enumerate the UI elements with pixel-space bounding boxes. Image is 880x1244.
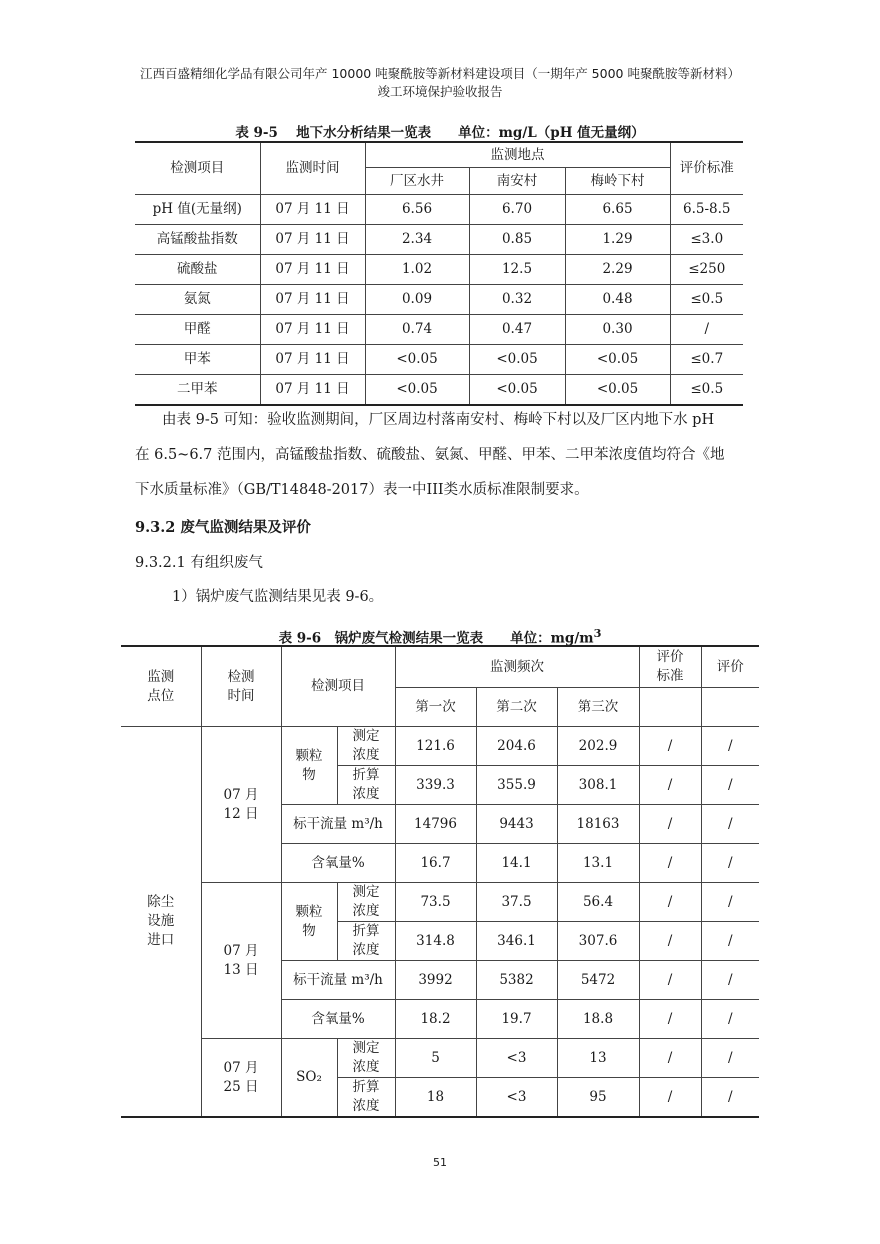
cell-evaluation: /	[701, 883, 759, 922]
cell-particulate	[281, 883, 337, 961]
cell-item: pH 值(无量纲)	[135, 195, 260, 225]
cell-value: 5472	[557, 961, 639, 1000]
cell-sublabel-text: 折算浓度	[352, 1079, 380, 1114]
cell-sublabel	[337, 727, 395, 766]
cell-value: 18.8	[557, 1000, 639, 1039]
cell-value: 14796	[395, 805, 476, 844]
cell-standard: /	[639, 1000, 701, 1039]
cell-value: <0.05	[365, 375, 469, 406]
cell-value: <0.05	[565, 375, 670, 406]
table-row	[121, 883, 759, 922]
cell-evaluation: /	[701, 1078, 759, 1118]
header-run: 第三次	[557, 688, 639, 727]
table-row	[121, 727, 759, 766]
cell-value: 73.5	[395, 883, 476, 922]
cell-standard: /	[670, 315, 743, 345]
header-frequency: 监测频次	[395, 646, 639, 688]
cell-value: 5382	[476, 961, 557, 1000]
header-item: 检测项目	[135, 142, 260, 195]
cell-flow-label: 标干流量 m³/h	[281, 805, 395, 844]
header-site: 南安村	[469, 168, 565, 195]
cell-sublabel-text: 测定浓度	[352, 728, 380, 763]
cell-evaluation: /	[701, 961, 759, 1000]
cell-particulate-text: 颗粒物	[295, 747, 323, 783]
cell-value: 339.3	[395, 766, 476, 805]
cell-item: 高锰酸盐指数	[135, 225, 260, 255]
header-sites: 监测地点	[365, 142, 670, 168]
header-point-text: 监测点位	[147, 668, 175, 704]
cell-value: 19.7	[476, 1000, 557, 1039]
cell-evaluation: /	[701, 1000, 759, 1039]
header-evaluation: 评价	[701, 646, 759, 688]
cell-value: 3992	[395, 961, 476, 1000]
header-time	[201, 646, 281, 727]
header-standard	[639, 646, 701, 688]
table-row	[135, 315, 743, 345]
cell-item: 氨氮	[135, 285, 260, 315]
cell-evaluation: /	[701, 805, 759, 844]
cell-standard: /	[639, 1039, 701, 1078]
cell-flow-label: 标干流量 m³/h	[281, 961, 395, 1000]
cell-item: 甲醛	[135, 315, 260, 345]
table6-caption-superscript: 3	[593, 626, 602, 640]
cell-value: 56.4	[557, 883, 639, 922]
cell-sublabel	[337, 766, 395, 805]
cell-value: 0.85	[469, 225, 565, 255]
table-row	[135, 345, 743, 375]
cell-value: <3	[476, 1078, 557, 1118]
table-row	[135, 195, 743, 225]
cell-value: 95	[557, 1078, 639, 1118]
cell-standard: ≤3.0	[670, 225, 743, 255]
cell-value: 2.34	[365, 225, 469, 255]
cell-value: 1.02	[365, 255, 469, 285]
cell-value: 0.47	[469, 315, 565, 345]
cell-value: 121.6	[395, 727, 476, 766]
cell-value: 1.29	[565, 225, 670, 255]
cell-standard: /	[639, 844, 701, 883]
cell-value: 14.1	[476, 844, 557, 883]
page-number: 51	[433, 1156, 447, 1169]
table6-caption	[0, 626, 880, 647]
groundwater-table	[135, 141, 743, 406]
cell-oxygen-label: 含氧量%	[281, 844, 395, 883]
cell-point-text: 除尘设施进口	[147, 894, 175, 948]
paragraph-line: 下水质量标准》（GB/T14848-2017）表一中III类水质标准限制要求。	[135, 482, 589, 498]
cell-standard: ≤0.5	[670, 375, 743, 406]
boiler-exhaust-table	[121, 645, 759, 1118]
cell-item: 二甲苯	[135, 375, 260, 406]
cell-standard: 6.5-8.5	[670, 195, 743, 225]
cell-sublabel	[337, 1078, 395, 1118]
header-standard: 评价标准	[670, 142, 743, 195]
cell-item: 甲苯	[135, 345, 260, 375]
cell-sublabel-text: 折算浓度	[352, 923, 380, 958]
cell-time: 07 月 11 日	[260, 225, 365, 255]
header-blank	[701, 688, 759, 727]
cell-evaluation: /	[701, 844, 759, 883]
cell-value: 308.1	[557, 766, 639, 805]
table-row	[135, 255, 743, 285]
cell-standard: /	[639, 922, 701, 961]
cell-value: 6.65	[565, 195, 670, 225]
table-row	[135, 225, 743, 255]
cell-date-text: 07 月 12 日	[223, 786, 259, 822]
cell-value: 204.6	[476, 727, 557, 766]
cell-value: 0.48	[565, 285, 670, 315]
cell-value: 13.1	[557, 844, 639, 883]
cell-standard: ≤0.7	[670, 345, 743, 375]
cell-sublabel	[337, 883, 395, 922]
cell-value: 37.5	[476, 883, 557, 922]
cell-standard: /	[639, 1078, 701, 1118]
cell-date	[201, 883, 281, 1039]
cell-time: 07 月 11 日	[260, 375, 365, 406]
cell-time: 07 月 11 日	[260, 195, 365, 225]
header-point	[121, 646, 201, 727]
cell-time: 07 月 11 日	[260, 315, 365, 345]
header-time-text: 检测时间	[227, 668, 255, 704]
header-project-title: 江西百盛精细化学品有限公司年产 10000 吨聚酰胺等新材料建设项目（一期年产 5000 吨聚酰胺等新材料）	[140, 66, 740, 81]
cell-particulate-text: 颗粒物	[295, 903, 323, 939]
cell-standard: /	[639, 961, 701, 1000]
cell-so2: SO₂	[281, 1039, 337, 1118]
table-row	[135, 375, 743, 406]
table5-caption: 表 9-5 地下水分析结果一览表 单位：mg/L（pH 值无量纲）	[235, 125, 645, 141]
cell-particulate	[281, 727, 337, 805]
cell-time: 07 月 11 日	[260, 345, 365, 375]
cell-sublabel-text: 折算浓度	[352, 767, 380, 802]
cell-value: 0.32	[469, 285, 565, 315]
cell-value: 2.29	[565, 255, 670, 285]
header-time: 监测时间	[260, 142, 365, 195]
cell-evaluation: /	[701, 727, 759, 766]
cell-value: 0.74	[365, 315, 469, 345]
table-header-row	[135, 142, 743, 168]
section-heading: 9.3.2 废气监测结果及评价	[135, 519, 311, 536]
cell-evaluation: /	[701, 766, 759, 805]
header-blank	[639, 688, 701, 727]
header-run: 第一次	[395, 688, 476, 727]
cell-value: 314.8	[395, 922, 476, 961]
cell-standard: /	[639, 883, 701, 922]
cell-sublabel-text: 测定浓度	[352, 884, 380, 919]
header-report-title: 竣工环境保护验收报告	[377, 84, 503, 99]
cell-value: 12.5	[469, 255, 565, 285]
cell-oxygen-label: 含氧量%	[281, 1000, 395, 1039]
cell-value: 9443	[476, 805, 557, 844]
header-item: 检测项目	[281, 646, 395, 727]
cell-value: 355.9	[476, 766, 557, 805]
cell-value: <3	[476, 1039, 557, 1078]
subsection-heading: 9.3.2.1 有组织废气	[135, 555, 263, 571]
cell-value: 18	[395, 1078, 476, 1118]
cell-evaluation: /	[701, 922, 759, 961]
table-row	[135, 285, 743, 315]
list-item: 1）锅炉废气监测结果见表 9-6。	[172, 589, 384, 605]
cell-value: 202.9	[557, 727, 639, 766]
cell-value: 18.2	[395, 1000, 476, 1039]
cell-standard: ≤250	[670, 255, 743, 285]
cell-value: 6.70	[469, 195, 565, 225]
cell-point	[121, 727, 201, 1118]
cell-time: 07 月 11 日	[260, 285, 365, 315]
header-standard-text: 评价标准	[656, 649, 684, 684]
cell-date-text: 07 月 25 日	[223, 1059, 259, 1095]
cell-value: 0.09	[365, 285, 469, 315]
cell-sublabel-text: 测定浓度	[352, 1040, 380, 1075]
cell-sublabel	[337, 922, 395, 961]
cell-date	[201, 727, 281, 883]
cell-standard: /	[639, 766, 701, 805]
table-row	[121, 1039, 759, 1078]
cell-date	[201, 1039, 281, 1118]
cell-value: 13	[557, 1039, 639, 1078]
header-run: 第二次	[476, 688, 557, 727]
cell-standard: /	[639, 805, 701, 844]
cell-item: 硫酸盐	[135, 255, 260, 285]
cell-value: 307.6	[557, 922, 639, 961]
cell-standard: ≤0.5	[670, 285, 743, 315]
cell-value: 346.1	[476, 922, 557, 961]
table6-caption-text: 表 9-6 锅炉废气检测结果一览表 单位：mg/m	[278, 630, 594, 647]
cell-sublabel	[337, 1039, 395, 1078]
cell-value: 18163	[557, 805, 639, 844]
cell-value: 6.56	[365, 195, 469, 225]
paragraph-line: 由表 9-5 可知：验收监测期间，厂区周边村落南安村、梅岭下村以及厂区内地下水 pH	[162, 412, 715, 428]
cell-value: <0.05	[565, 345, 670, 375]
cell-value: <0.05	[365, 345, 469, 375]
cell-value: <0.05	[469, 345, 565, 375]
table-header-row	[121, 646, 759, 688]
cell-standard: /	[639, 727, 701, 766]
header-site: 厂区水井	[365, 168, 469, 195]
cell-evaluation: /	[701, 1039, 759, 1078]
cell-time: 07 月 11 日	[260, 255, 365, 285]
header-site: 梅岭下村	[565, 168, 670, 195]
cell-value: 0.30	[565, 315, 670, 345]
paragraph-line: 在 6.5~6.7 范围内，高锰酸盐指数、硫酸盐、氨氮、甲醛、甲苯、二甲苯浓度值均符合《地	[135, 447, 725, 463]
cell-value: 16.7	[395, 844, 476, 883]
cell-value: 5	[395, 1039, 476, 1078]
cell-value: <0.05	[469, 375, 565, 406]
cell-date-text: 07 月 13 日	[223, 942, 259, 978]
